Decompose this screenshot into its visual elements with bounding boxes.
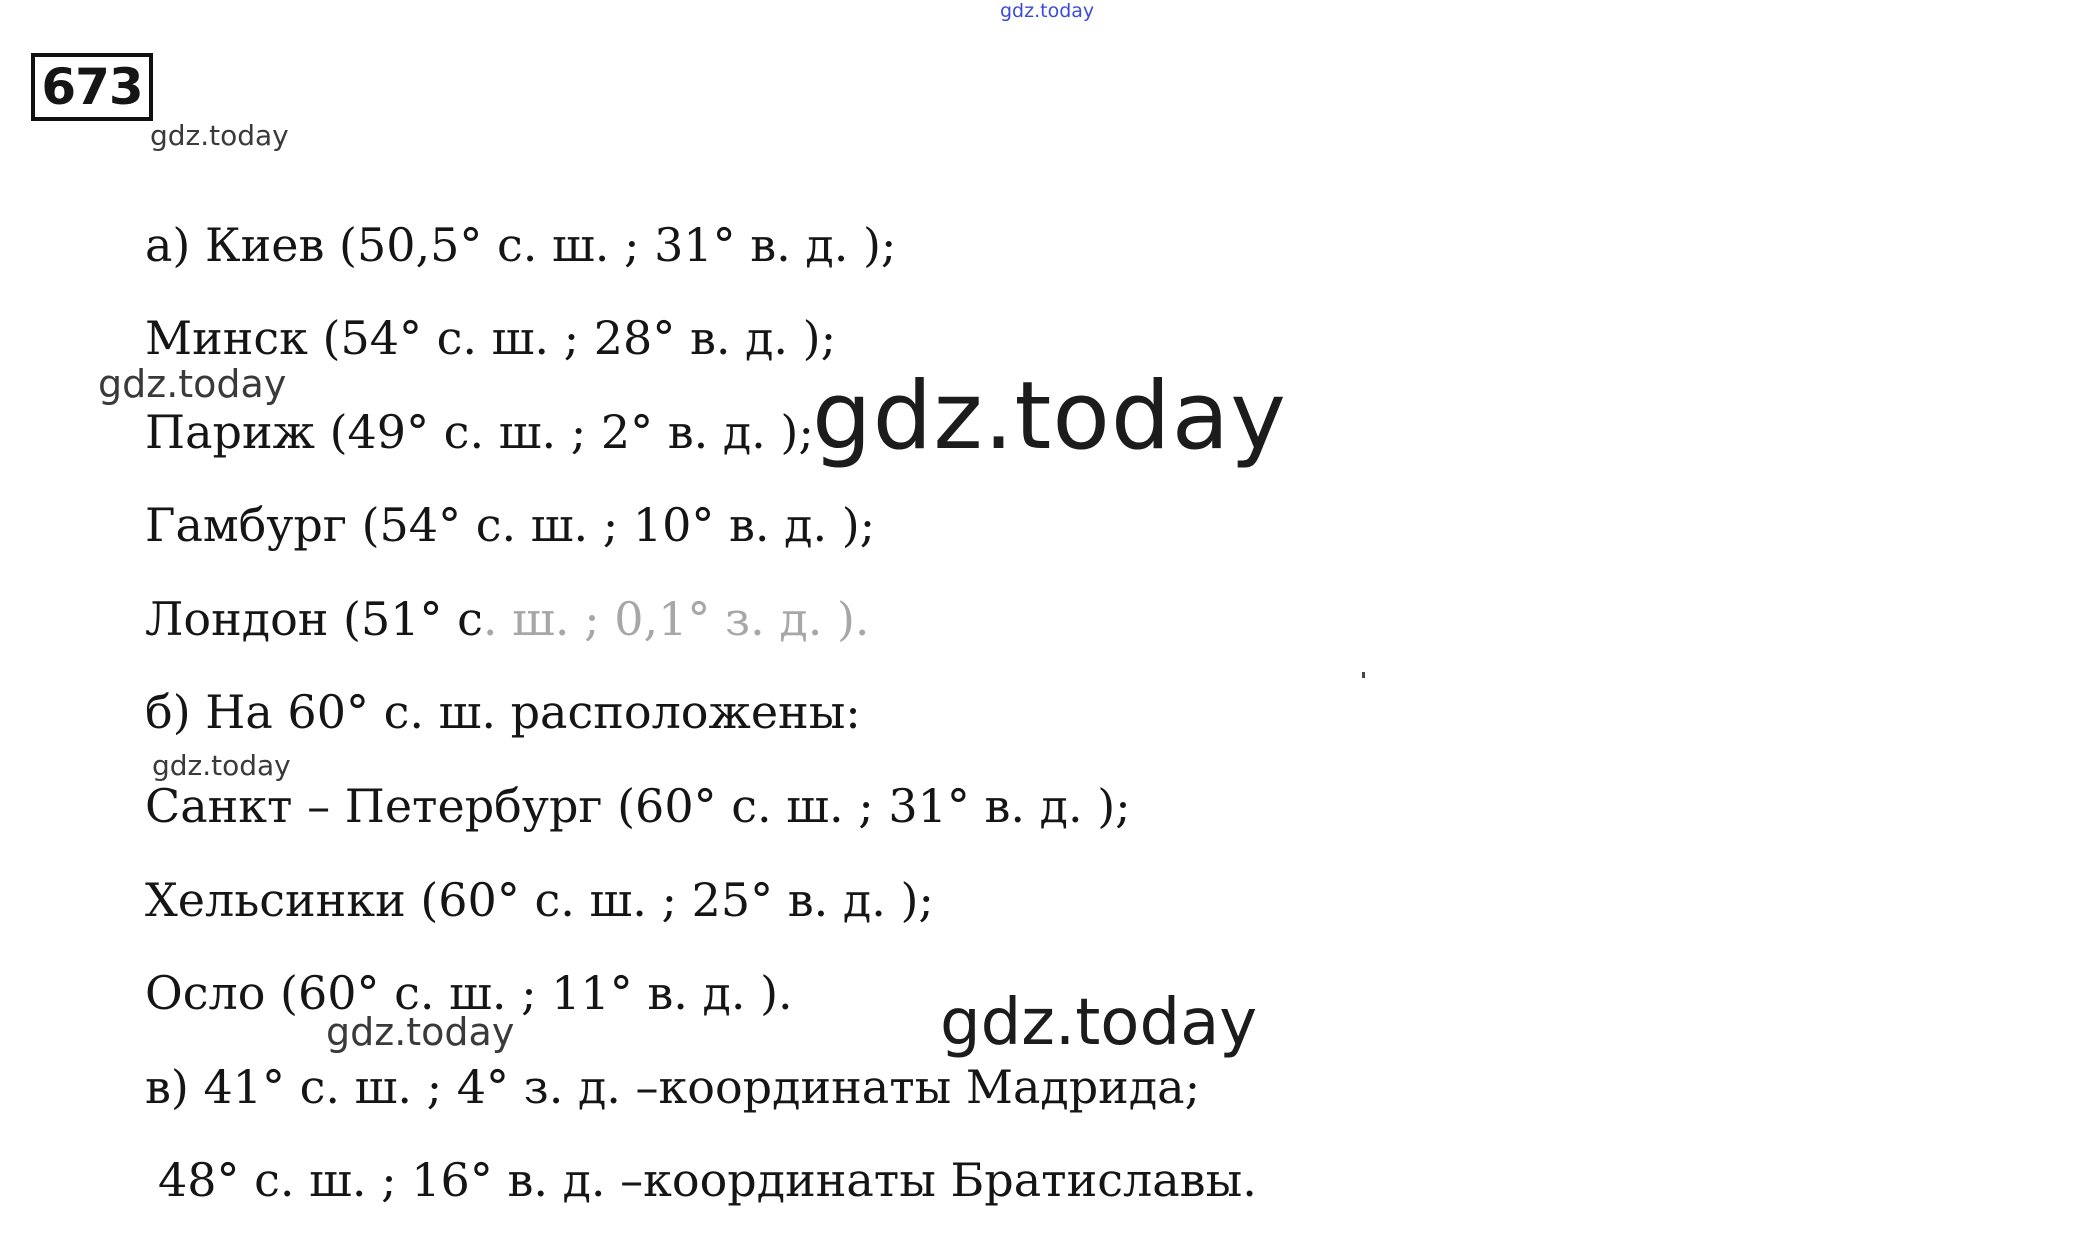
answer-line-madrid: в) 41° с. ш. ; 4° з. д. –координаты Мадрида; (145, 1060, 1201, 1114)
answer-line-hamburg: Гамбург (54° с. ш. ; 10° в. д. ); (145, 498, 876, 552)
answer-line-paris: Париж (49° с. ш. ; 2° в. д. ); (145, 405, 814, 459)
watermark: gdz.today (98, 362, 287, 406)
stray-mark (1362, 672, 1365, 678)
watermark: gdz.today (150, 119, 289, 152)
watermark-top: gdz.today (1000, 0, 1095, 22)
answer-line-oslo: Осло (60° с. ш. ; 11° в. д. ). (145, 966, 793, 1020)
watermark: gdz.today (152, 749, 291, 782)
answer-line-b-heading: б) На 60° с. ш. расположены: (145, 685, 861, 739)
answer-line-minsk: Минск (54° с. ш. ; 28° в. д. ); (145, 311, 837, 365)
answer-line-st-petersburg: Санкт – Петербург (60° с. ш. ; 31° в. д. ); (145, 779, 1131, 833)
watermark: gdz.today (326, 1010, 515, 1054)
london-text-faded: . ш. ; 0,1° з. д. ). (482, 592, 870, 646)
answer-line-kiev: а) Киев (50,5° с. ш. ; 31° в. д. ); (145, 218, 897, 272)
watermark-large: gdz.today (812, 362, 1287, 471)
watermark-medium: gdz.today (940, 986, 1258, 1060)
london-text: Лондон (51° с (145, 592, 483, 646)
task-number-box: 673 (31, 53, 153, 121)
answer-line-bratislava: 48° с. ш. ; 16° в. д. –координаты Братиславы. (158, 1153, 1257, 1207)
answer-line-london (145, 592, 870, 646)
answer-line-helsinki: Хельсинки (60° с. ш. ; 25° в. д. ); (145, 873, 934, 927)
